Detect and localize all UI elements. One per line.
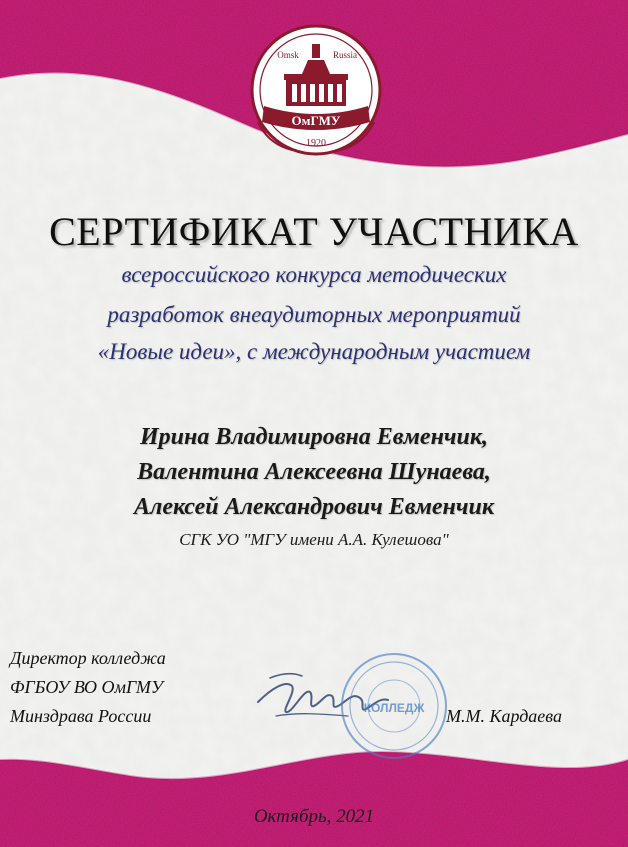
subtitle-line: всероссийского конкурса методических	[121, 262, 507, 287]
signatory-position-line: Минздрава России	[10, 706, 152, 726]
participant-name: Ирина Владимировна Евменчик,	[139, 424, 488, 450]
university-logo	[248, 22, 384, 158]
logo-country-text: Russia	[332, 50, 358, 60]
participant-name: Алексей Александрович Евменчик	[134, 494, 494, 520]
stamp-text: КОЛЛЕДЖ	[363, 701, 425, 715]
signatory-position-line: ФГБОУ ВО ОмГМУ	[10, 677, 163, 697]
subtitle-line: «Новые идеи», с международным участием	[97, 339, 531, 364]
signatory-name: М.М. Кардаева	[446, 706, 562, 726]
certificate-title: СЕРТИФИКАТ УЧАСТНИКА	[49, 209, 579, 254]
logo-year-text: 1920	[306, 138, 326, 149]
subtitle-line: разработок внеаудиторных мероприятий	[107, 302, 521, 327]
participant-name: Валентина Алексеевна Шунаева,	[137, 459, 491, 485]
certificate-date: Октябрь, 2021	[253, 806, 375, 827]
organization-name: СГК УО "МГУ имени А.А. Кулешова"	[179, 530, 449, 549]
logo-city-text: Omsk	[277, 50, 299, 60]
logo-band-text: ОмГМУ	[291, 113, 341, 128]
signatory-position-line: Директор колледжа	[10, 648, 166, 668]
official-stamp	[338, 650, 450, 762]
